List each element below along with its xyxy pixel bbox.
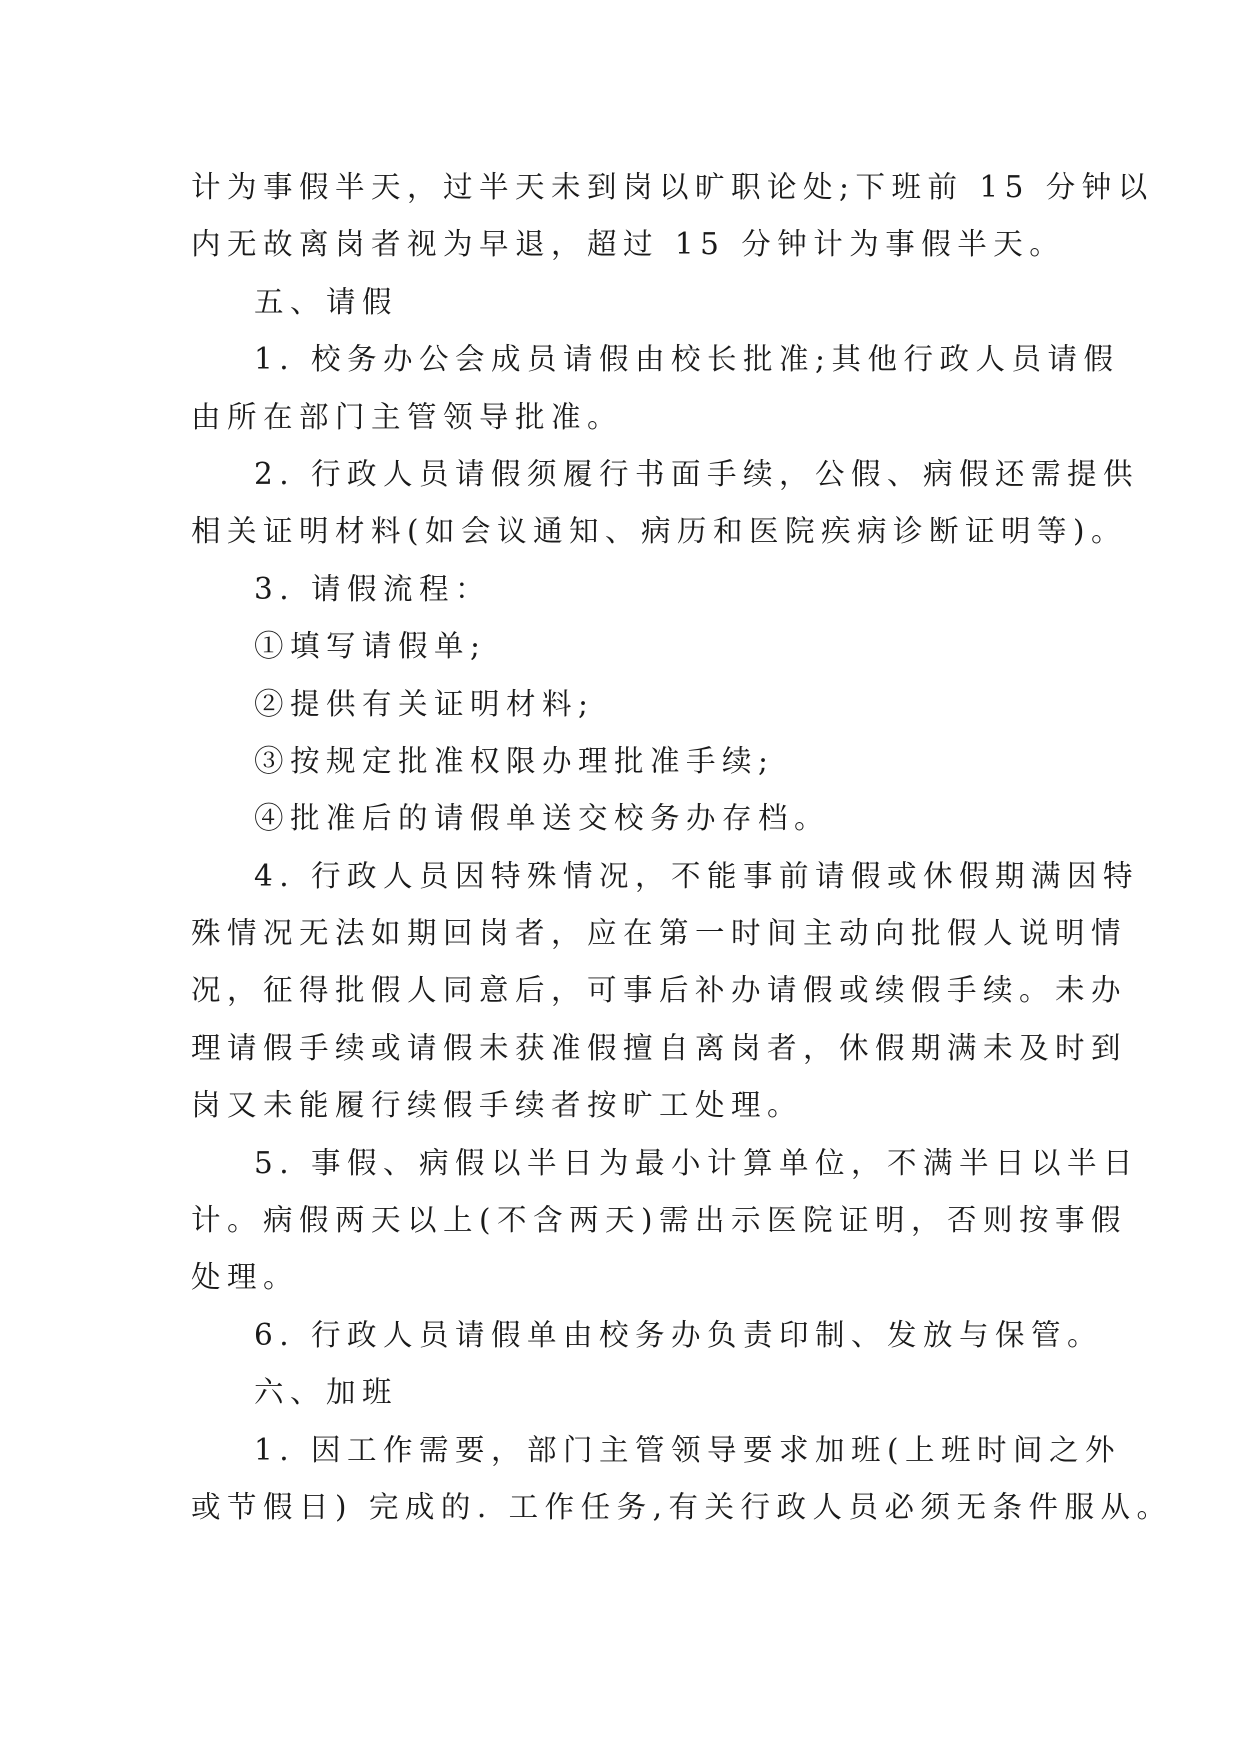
text-line: 殊情况无法如期回岗者，应在第一时间主动向批假人说明情 xyxy=(191,916,1128,951)
text-line: 计为事假半天，过半天未到岗以旷职论处;下班前 15 分钟以 xyxy=(191,170,1154,204)
text-line: 理请假手续或请假未获准假擅自离岗者，休假期满未及时到 xyxy=(191,1030,1128,1065)
text-line: 计。病假两天以上(不含两天)需出示医院证明，否则按事假 xyxy=(191,1203,1128,1238)
section-heading: 五、请假 xyxy=(254,284,399,319)
text-line: 况，征得批假人同意后，可事后补办请假或续假手续。未办 xyxy=(191,973,1128,1008)
text-line: 或节假日) 完成的. 工作任务,有关行政人员必须无条件服从。 xyxy=(191,1489,1173,1524)
text-line: 内无故离岗者视为早退，超过 15 分钟计为事假半天。 xyxy=(191,227,1066,262)
list-item: ①填写请假单; xyxy=(254,629,487,664)
text-line: 处理。 xyxy=(191,1260,300,1295)
text-line: 3. 请假流程： xyxy=(254,571,492,606)
list-item: ③按规定批准权限办理批准手续; xyxy=(254,743,775,778)
text-line: 岗又未能履行续假手续者按旷工处理。 xyxy=(191,1088,804,1123)
text-line: 2. 行政人员请假须履行书面手续，公假、病假还需提供 xyxy=(254,456,1140,491)
text-line: 5. 事假、病假以半日为最小计算单位，不满半日以半日 xyxy=(254,1145,1140,1180)
section-heading: 六、加班 xyxy=(254,1375,399,1410)
text-line: 1. 因工作需要，部门主管领导要求加班(上班时间之外 xyxy=(254,1432,1122,1467)
text-line: 4. 行政人员因特殊情况，不能事前请假或休假期满因特 xyxy=(254,858,1140,893)
text-line: 6. 行政人员请假单由校务办负责印制、发放与保管。 xyxy=(254,1317,1104,1352)
text-line: 相关证明材料(如会议通知、病历和医院疾病诊断证明等)。 xyxy=(191,514,1128,549)
text-line: 1. 校务办公会成员请假由校长批准;其他行政人员请假 xyxy=(254,342,1120,377)
text-line: 由所在部门主管领导批准。 xyxy=(191,399,624,434)
list-item: ②提供有关证明材料; xyxy=(254,686,595,721)
list-item: ④批准后的请假单送交校务办存档。 xyxy=(254,801,831,836)
document-body xyxy=(191,159,1173,1536)
